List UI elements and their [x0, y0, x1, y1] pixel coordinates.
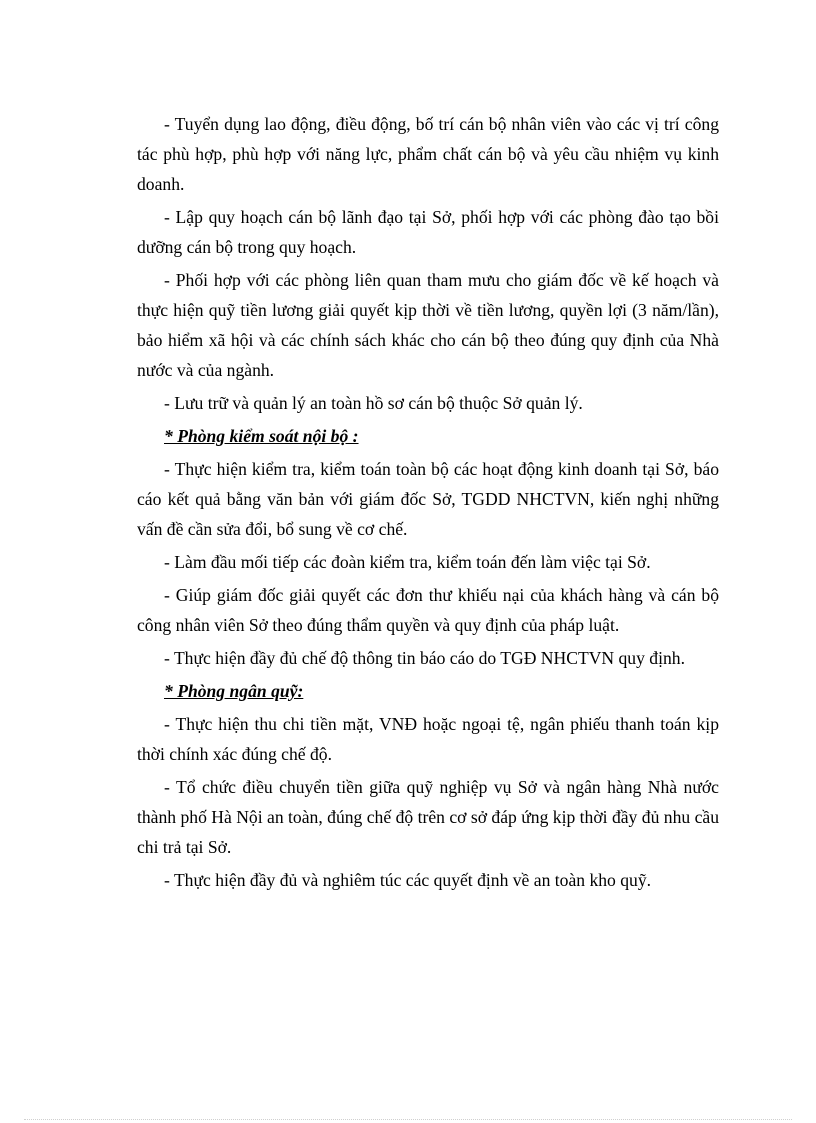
- page-bottom-divider: [24, 1119, 792, 1120]
- section-heading-internal-control: * Phòng kiểm soát nội bộ :: [164, 426, 359, 446]
- paragraph-recruitment: - Tuyển dụng lao động, điều động, bố trí cán bộ nhân viên vào các vị trí công tác phù hợp, phù hợp với năng lực, phẩm chất cán bộ và yêu cầu nhiệm vụ kinh doanh.: [137, 114, 719, 194]
- paragraph-records-storage: - Lưu trữ và quản lý an toàn hồ sơ cán bộ thuộc Sở quản lý.: [164, 393, 583, 413]
- paragraph-fund-transfer: - Tổ chức điều chuyển tiền giữa quỹ nghiệp vụ Sở và ngân hàng Nhà nước thành phố Hà Nội an toàn, đúng chế độ trên cơ sở đáp ứng kịp thời đầy đủ nhu cầu chi trả tại Sở.: [137, 777, 719, 857]
- paragraph-vault-safety: - Thực hiện đầy đủ và nghiêm túc các quyết định về an toàn kho quỹ.: [164, 870, 652, 890]
- document-body: [137, 109, 719, 898]
- paragraph-audit-liaison: - Làm đầu mối tiếp các đoàn kiểm tra, kiểm toán đến làm việc tại Sở.: [164, 552, 651, 572]
- paragraph-complaints: - Giúp giám đốc giải quyết các đơn thư khiếu nại của khách hàng và cán bộ công nhân viên Sở theo đúng thẩm quyền và quy định của pháp luật.: [137, 585, 719, 635]
- paragraph-reporting: - Thực hiện đầy đủ chế độ thông tin báo cáo do TGĐ NHCTVN quy định.: [164, 648, 685, 668]
- paragraph-audit: - Thực hiện kiểm tra, kiểm toán toàn bộ các hoạt động kinh doanh tại Sở, báo cáo kết quả bằng văn bản với giám đốc Sở, TGDD NHCTVN, kiến nghị những vấn đề cần sửa đổi, bổ sung về cơ chế.: [137, 459, 719, 539]
- paragraph-cash-operations: - Thực hiện thu chi tiền mặt, VNĐ hoặc ngoại tệ, ngân phiếu thanh toán kịp thời chính xác đúng chế độ.: [137, 714, 719, 764]
- section-heading-treasury: * Phòng ngân quỹ:: [164, 681, 304, 701]
- paragraph-salary-fund: - Phối hợp với các phòng liên quan tham mưu cho giám đốc về kế hoạch và thực hiện quỹ tiền lương giải quyết kịp thời về tiền lương, quyền lợi (3 năm/lần), bảo hiểm xã hội và các chính sách khác cho cán bộ theo đúng quy định của Nhà nước và của ngành.: [137, 270, 719, 380]
- paragraph-leadership-planning: - Lập quy hoạch cán bộ lãnh đạo tại Sở, phối hợp với các phòng đào tạo bồi dưỡng cán bộ trong quy hoạch.: [137, 207, 719, 257]
